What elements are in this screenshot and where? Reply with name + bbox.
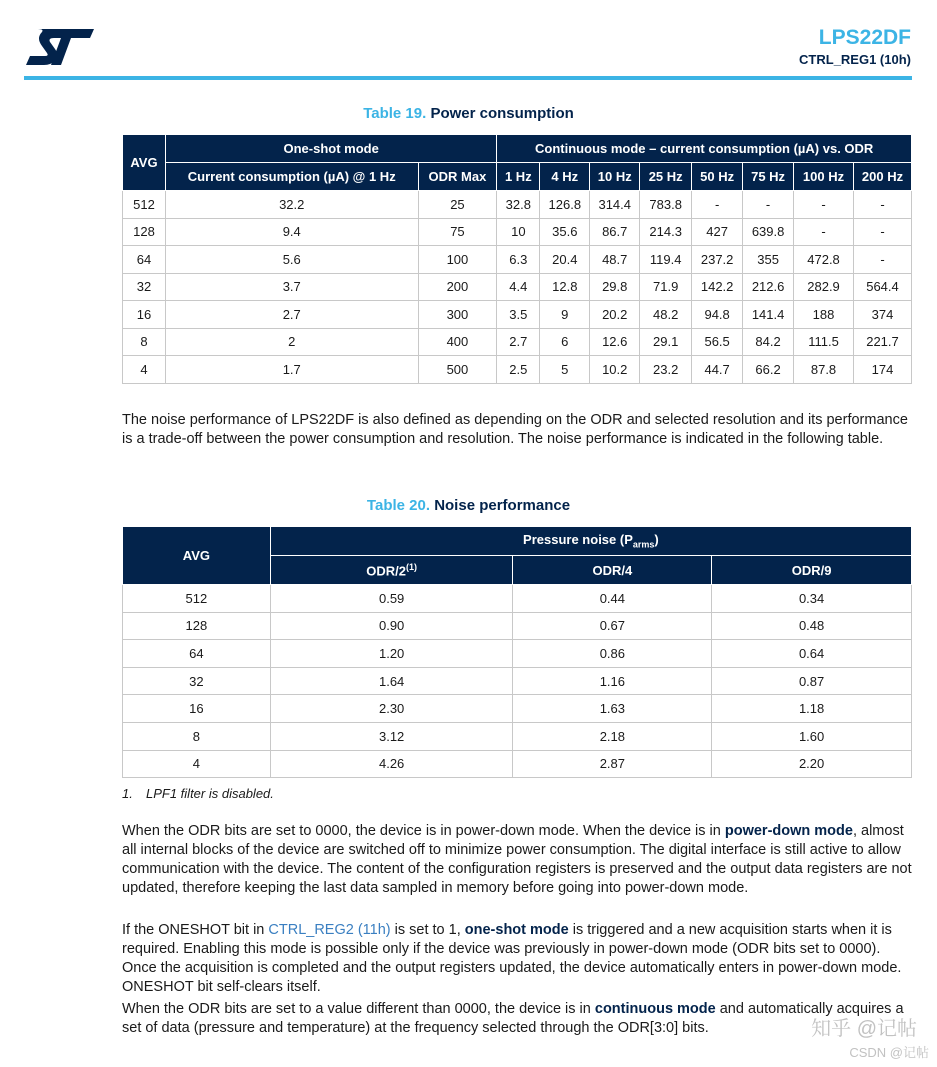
col-header-avg: AVG — [123, 135, 166, 191]
value-cell: 374 — [853, 301, 911, 329]
value-cell: 1.16 — [513, 667, 712, 695]
pressure-noise-subscript: arms — [632, 539, 655, 550]
powerdown-paragraph — [122, 822, 914, 898]
value-cell: 2.20 — [712, 750, 912, 778]
table-row — [123, 191, 912, 219]
value-cell: 20.2 — [590, 301, 640, 329]
col-header-odr: 75 Hz — [743, 163, 794, 191]
col-header-avg: AVG — [123, 527, 271, 585]
continuous-text-c: and automatically acquires a set of data (pressure and temperature) at the frequency selected through the ODR[3:0] bits. — [122, 1001, 904, 1036]
avg-cell: 4 — [123, 356, 166, 384]
value-cell: 3.12 — [270, 722, 513, 750]
value-cell: 29.1 — [640, 328, 692, 356]
value-cell: 0.90 — [270, 612, 513, 640]
avg-cell: 32 — [123, 667, 271, 695]
value-cell: 314.4 — [590, 191, 640, 219]
value-cell: - — [794, 191, 854, 219]
avg-cell: 512 — [123, 191, 166, 219]
table19-caption — [0, 105, 937, 122]
pressure-noise-label: Pressure noise (P — [523, 532, 633, 548]
footnote-number: 1. — [122, 786, 133, 801]
table-row — [123, 246, 912, 274]
value-cell: 25 — [418, 191, 497, 219]
value-cell: 111.5 — [794, 328, 854, 356]
csdn-watermark: CSDN @记帖 — [849, 1045, 929, 1060]
value-cell: - — [853, 191, 911, 219]
value-cell: 6.3 — [497, 246, 540, 274]
value-cell: 0.67 — [513, 612, 712, 640]
avg-cell: 16 — [123, 695, 271, 723]
value-cell: 200 — [418, 273, 497, 301]
value-cell: 71.9 — [640, 273, 692, 301]
avg-cell: 8 — [123, 328, 166, 356]
avg-cell: 64 — [123, 640, 271, 668]
avg-cell: 128 — [123, 612, 271, 640]
value-cell: 221.7 — [853, 328, 911, 356]
value-cell: 6 — [540, 328, 590, 356]
value-cell: - — [853, 218, 911, 246]
col-header-odrmax: ODR Max — [418, 163, 497, 191]
continuous-text-a: When the ODR bits are set to a value different than 0000, the device is in — [122, 1001, 595, 1017]
avg-cell: 32 — [123, 273, 166, 301]
col-header-odr: 10 Hz — [590, 163, 640, 191]
value-cell: 32.8 — [497, 191, 540, 219]
ctrl-reg2-link[interactable]: CTRL_REG2 (11h) — [268, 922, 391, 938]
col-header-pressure-noise — [270, 527, 911, 556]
noise-performance-rows — [123, 585, 912, 778]
col-header-current: Current consumption (µA) @ 1 Hz — [165, 163, 418, 191]
value-cell: 5.6 — [165, 246, 418, 274]
value-cell: 427 — [692, 218, 743, 246]
col-header-odr: 50 Hz — [692, 163, 743, 191]
avg-cell: 512 — [123, 585, 271, 613]
col-header-odr4: ODR/4 — [513, 556, 712, 585]
value-cell: 12.6 — [590, 328, 640, 356]
noise-intro-paragraph: The noise performance of LPS22DF is also defined as depending on the ODR and selected resolution and its performance is a trade-off between the power consumption and resolution. The noise performance is indicated in the following table. — [122, 412, 908, 447]
continuous-text-bold: continuous mode — [594, 1001, 716, 1017]
value-cell: 1.64 — [270, 667, 513, 695]
table-row — [123, 218, 912, 246]
continuous-paragraph — [122, 1000, 914, 1038]
value-cell: 75 — [418, 218, 497, 246]
value-cell: 2.7 — [497, 328, 540, 356]
value-cell: 188 — [794, 301, 854, 329]
col-header-odr: 25 Hz — [640, 163, 692, 191]
value-cell: 1.20 — [270, 640, 513, 668]
col-header-odr: 100 Hz — [794, 163, 854, 191]
value-cell: 3.5 — [497, 301, 540, 329]
value-cell: 12.8 — [540, 273, 590, 301]
avg-cell: 128 — [123, 218, 166, 246]
footnote-text: LPF1 filter is disabled. — [146, 786, 274, 801]
value-cell: 66.2 — [743, 356, 794, 384]
value-cell: 87.8 — [794, 356, 854, 384]
col-header-odr: 200 Hz — [853, 163, 911, 191]
avg-cell: 16 — [123, 301, 166, 329]
value-cell: 400 — [418, 328, 497, 356]
value-cell: 2.7 — [165, 301, 418, 329]
value-cell: 44.7 — [692, 356, 743, 384]
value-cell: 300 — [418, 301, 497, 329]
value-cell: 142.2 — [692, 273, 743, 301]
noise-performance-table — [122, 526, 912, 778]
col-header-continuous: Continuous mode – current consumption (µA) vs. ODR — [497, 135, 912, 163]
value-cell: 5 — [540, 356, 590, 384]
value-cell: 86.7 — [590, 218, 640, 246]
value-cell: 10 — [497, 218, 540, 246]
value-cell: - — [743, 191, 794, 219]
powerdown-text-a: When the ODR bits are set to 0000, the device is in power-down mode. When the device is in — [122, 823, 725, 839]
value-cell: 2.5 — [497, 356, 540, 384]
value-cell: 126.8 — [540, 191, 590, 219]
table-row — [123, 356, 912, 384]
table20-caption-number: Table 20. — [366, 497, 431, 514]
table-row — [123, 722, 912, 750]
value-cell: 119.4 — [640, 246, 692, 274]
value-cell: 0.86 — [513, 640, 712, 668]
value-cell: 0.48 — [712, 612, 912, 640]
page-header — [0, 0, 937, 90]
table-row — [123, 612, 912, 640]
value-cell: 282.9 — [794, 273, 854, 301]
section-subtitle: CTRL_REG1 (10h) — [799, 52, 911, 67]
table19-caption-number: Table 19. — [363, 105, 427, 122]
col-header-odr2 — [270, 556, 513, 585]
value-cell: 141.4 — [743, 301, 794, 329]
power-consumption-table — [122, 134, 912, 384]
value-cell: 214.3 — [640, 218, 692, 246]
table-row — [123, 273, 912, 301]
value-cell: 2.18 — [513, 722, 712, 750]
powerdown-text-c: , almost all internal blocks of the device are switched off to minimize power consumption. The digital interface is still active to allow communication with the device. The content of the configuration registers is preserved and the output data registers are not updated, therefore keeping the last data sampled in memory before going into power-down mode. — [122, 823, 912, 896]
value-cell: 2.30 — [270, 695, 513, 723]
value-cell: - — [794, 218, 854, 246]
value-cell: 1.60 — [712, 722, 912, 750]
col-header-oneshot: One-shot mode — [165, 135, 496, 163]
table-row — [123, 750, 912, 778]
value-cell: 1.7 — [165, 356, 418, 384]
value-cell: 35.6 — [540, 218, 590, 246]
value-cell: 0.87 — [712, 667, 912, 695]
table-row — [123, 585, 912, 613]
st-logo-icon — [24, 27, 96, 67]
value-cell: 500 — [418, 356, 497, 384]
value-cell: 48.7 — [590, 246, 640, 274]
oneshot-paragraph — [122, 921, 914, 997]
oneshot-text-d: is triggered and a new acquisition starts when it is required. Enabling this mode is possible only if the device was previously in power-down mode (ODR bits set to 0000). Once the acquisition is completed and the output registers updated, the device automatically enters in power-down mode. ONESHOT bit self-clears itself. — [122, 922, 902, 995]
table-row — [123, 640, 912, 668]
value-cell: 100 — [418, 246, 497, 274]
col-header-odr: 4 Hz — [540, 163, 590, 191]
table20-caption-text: Noise performance — [434, 497, 571, 514]
table20-caption — [0, 497, 937, 514]
value-cell: 237.2 — [692, 246, 743, 274]
header-rule — [24, 76, 912, 80]
value-cell: 1.18 — [712, 695, 912, 723]
table-row — [123, 695, 912, 723]
avg-cell: 4 — [123, 750, 271, 778]
avg-cell: 64 — [123, 246, 166, 274]
col-header-odr9: ODR/9 — [712, 556, 912, 585]
col-header-odr: 1 Hz — [497, 163, 540, 191]
value-cell: - — [853, 246, 911, 274]
value-cell: 4.4 — [497, 273, 540, 301]
value-cell: 9.4 — [165, 218, 418, 246]
value-cell: 639.8 — [743, 218, 794, 246]
oneshot-text-bold: one-shot mode — [464, 922, 569, 938]
value-cell: 212.6 — [743, 273, 794, 301]
oneshot-text-a: If the ONESHOT bit in — [122, 922, 269, 938]
footnote-ref: (1) — [406, 561, 417, 572]
zhihu-watermark: 知乎 @记帖 — [811, 1018, 917, 1040]
value-cell: 0.34 — [712, 585, 912, 613]
value-cell: 2 — [165, 328, 418, 356]
value-cell: 0.44 — [513, 585, 712, 613]
odr2-label: ODR/2 — [366, 563, 406, 579]
value-cell: 783.8 — [640, 191, 692, 219]
avg-cell: 8 — [123, 722, 271, 750]
value-cell: 472.8 — [794, 246, 854, 274]
powerdown-text-bold: power-down mode — [724, 823, 853, 839]
value-cell: 0.59 — [270, 585, 513, 613]
pressure-noise-close: ) — [654, 532, 659, 548]
table-row — [123, 328, 912, 356]
value-cell: 0.64 — [712, 640, 912, 668]
value-cell: 94.8 — [692, 301, 743, 329]
table-row — [123, 667, 912, 695]
value-cell: 4.26 — [270, 750, 513, 778]
table19-caption-text: Power consumption — [430, 105, 574, 122]
value-cell: 10.2 — [590, 356, 640, 384]
value-cell: 32.2 — [165, 191, 418, 219]
value-cell: 1.63 — [513, 695, 712, 723]
value-cell: 564.4 — [853, 273, 911, 301]
table20-footnote — [122, 786, 274, 801]
value-cell: 48.2 — [640, 301, 692, 329]
value-cell: 9 — [540, 301, 590, 329]
value-cell: - — [692, 191, 743, 219]
oneshot-text-b: is set to 1, — [390, 922, 465, 938]
value-cell: 355 — [743, 246, 794, 274]
value-cell: 56.5 — [692, 328, 743, 356]
value-cell: 2.87 — [513, 750, 712, 778]
value-cell: 174 — [853, 356, 911, 384]
table-row — [123, 301, 912, 329]
power-consumption-rows — [123, 191, 912, 384]
value-cell: 23.2 — [640, 356, 692, 384]
document-title: LPS22DF — [818, 26, 911, 49]
value-cell: 29.8 — [590, 273, 640, 301]
value-cell: 3.7 — [165, 273, 418, 301]
value-cell: 84.2 — [743, 328, 794, 356]
value-cell: 20.4 — [540, 246, 590, 274]
